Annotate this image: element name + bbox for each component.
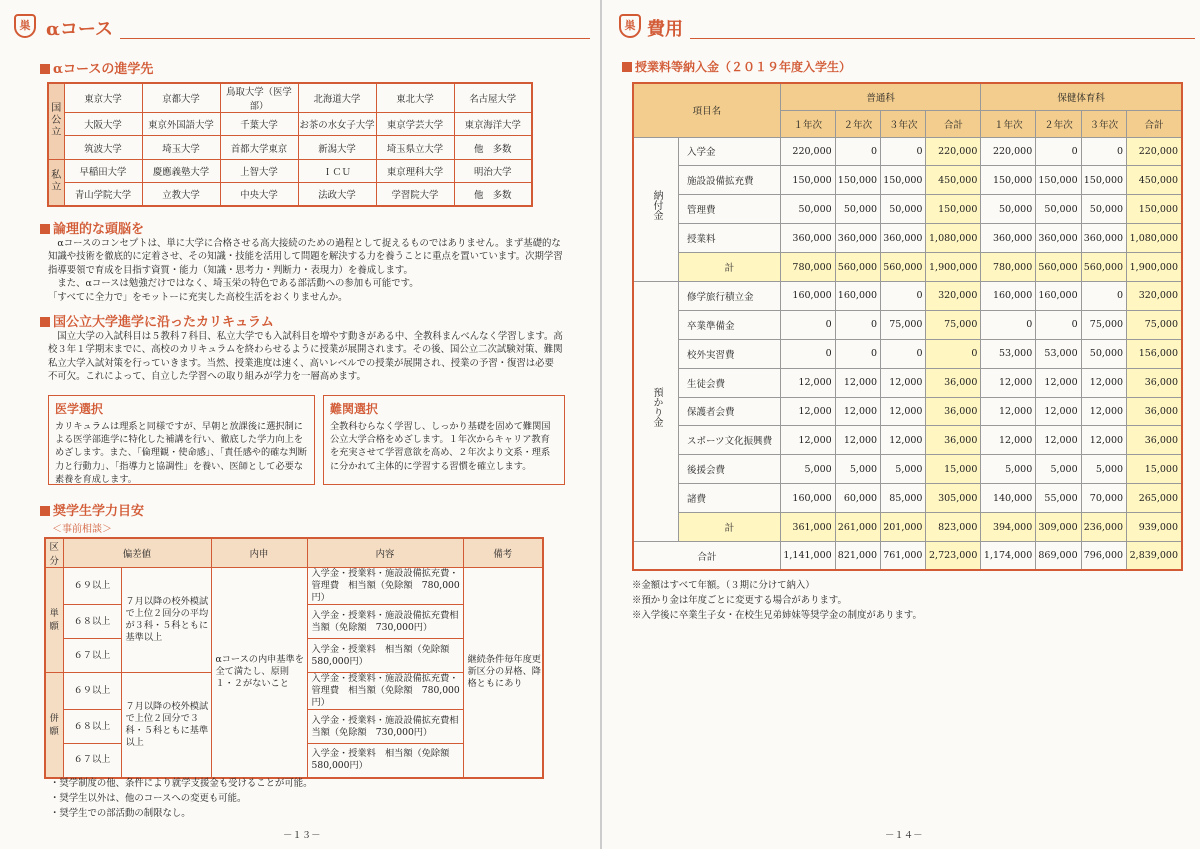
value-cell: 5,000	[835, 455, 880, 484]
value-cell: 150,000	[1127, 195, 1182, 224]
university-cell: 千葉大学	[220, 113, 298, 136]
table-row	[48, 159, 532, 182]
value-cell: 12,000	[835, 426, 880, 455]
value-cell: 50,000	[1036, 195, 1081, 224]
value-cell: 12,000	[1081, 368, 1126, 397]
value-cell: 140,000	[981, 484, 1036, 513]
fee-item-name: 入学金	[679, 137, 781, 166]
value-cell: 12,000	[780, 426, 835, 455]
value-cell: 0	[835, 310, 880, 339]
university-cell: 他 多数	[454, 183, 532, 206]
fee-item-name: 諸費	[679, 484, 781, 513]
value-cell: 150,000	[1036, 166, 1081, 195]
value-cell: 780,000	[780, 253, 835, 282]
column-group-header: 保健体育科	[981, 83, 1182, 110]
table-row	[633, 195, 1182, 224]
value-cell: 823,000	[926, 513, 981, 542]
university-cell: 東京学芸大学	[376, 113, 454, 136]
value-cell: 236,000	[1081, 513, 1126, 542]
value-cell: 320,000	[1127, 281, 1182, 310]
fee-item-name: 授業料	[679, 224, 781, 253]
grand-total-label: 合計	[633, 541, 780, 570]
value-cell: 560,000	[1081, 253, 1126, 282]
value-cell: 12,000	[881, 397, 926, 426]
university-cell: 慶應義塾大学	[142, 159, 220, 182]
section-title-text: 奨学生学力目安	[53, 504, 145, 519]
content-cell: 入学金・授業料・施設設備拡充費・管理費 相当額（免除額 780,000円）	[307, 673, 463, 710]
square-bullet-icon	[40, 224, 50, 234]
value-cell: 560,000	[881, 253, 926, 282]
square-bullet-icon	[40, 506, 50, 516]
university-group-label: 国公立	[48, 83, 64, 159]
section-title-text: αコースの進学先	[53, 62, 154, 77]
value-cell: 50,000	[1081, 339, 1126, 368]
section-title-fees	[622, 58, 851, 75]
note: ※金額はすべて年額。（３期に分けて納入）	[632, 580, 815, 591]
value-cell: 0	[881, 281, 926, 310]
fee-item-name: スポーツ文化振興費	[679, 426, 781, 455]
column-group-header: 普通科	[780, 83, 981, 110]
value-cell: 36,000	[1127, 368, 1182, 397]
page-number: －１４－	[885, 830, 923, 841]
university-cell: 北海道大学	[298, 83, 376, 113]
table-row	[633, 310, 1182, 339]
value-cell: 160,000	[835, 281, 880, 310]
value-cell: 761,000	[881, 541, 926, 570]
value-cell: 150,000	[780, 166, 835, 195]
value-cell: 12,000	[1081, 397, 1126, 426]
value-cell: 50,000	[1081, 195, 1126, 224]
value-cell: 156,000	[1127, 339, 1182, 368]
table-row	[633, 368, 1182, 397]
value-cell: 0	[1036, 137, 1081, 166]
value-cell: 53,000	[1036, 339, 1081, 368]
table-row	[45, 568, 543, 605]
note: ・奨学生での部活動の制限なし。	[50, 808, 191, 819]
column-subheader: ３年次	[1081, 110, 1126, 137]
content-cell: 入学金・授業料 相当額（免除額 580,000円）	[307, 744, 463, 778]
column-header: 区分	[45, 538, 63, 568]
score-cell: ６９以上	[63, 673, 121, 710]
university-cell: 東京外国語大学	[142, 113, 220, 136]
value-cell: 12,000	[981, 426, 1036, 455]
value-cell: 360,000	[835, 224, 880, 253]
table-row	[633, 137, 1182, 166]
university-table	[47, 82, 533, 207]
value-cell: 560,000	[1036, 253, 1081, 282]
value-cell: 12,000	[780, 397, 835, 426]
university-cell: 京都大学	[142, 83, 220, 113]
university-cell: 中央大学	[220, 183, 298, 206]
column-subheader: １年次	[780, 110, 835, 137]
value-cell: 0	[1036, 310, 1081, 339]
value-cell: 36,000	[1127, 397, 1182, 426]
value-cell: 50,000	[835, 195, 880, 224]
column-header: 偏差値	[63, 538, 211, 568]
column-subheader: ２年次	[835, 110, 880, 137]
note: ・奨学制度の他、条件により就学支援金も受けることが可能。	[50, 778, 313, 789]
university-cell: 早稲田大学	[64, 159, 142, 182]
note: ※預かり金は年度ごとに変更する場合があります。	[632, 595, 847, 606]
value-cell: 0	[881, 339, 926, 368]
naishin-cell: αコースの内申基準を全て満たし、原則１・２がないこと	[211, 568, 307, 778]
value-cell: 50,000	[881, 195, 926, 224]
subtotal-label: 計	[679, 513, 781, 542]
value-cell: 394,000	[981, 513, 1036, 542]
right-header	[602, 12, 1200, 42]
table-row	[48, 113, 532, 136]
fee-item-name: 管理費	[679, 195, 781, 224]
university-cell: 上智大学	[220, 159, 298, 182]
value-cell: 1,174,000	[981, 541, 1036, 570]
value-cell: 36,000	[1127, 426, 1182, 455]
score-cell: ６８以上	[63, 605, 121, 639]
section-title-logic	[40, 218, 144, 237]
scholarship-notes	[50, 776, 313, 821]
square-bullet-icon	[40, 64, 50, 74]
fee-item-name: 校外実習費	[679, 339, 781, 368]
university-cell: 鳥取大学（医学部）	[220, 83, 298, 113]
fee-item-name: 後援会費	[679, 455, 781, 484]
section-title-text: 授業料等納入金（２０１９年度入学生）	[635, 60, 852, 74]
table-row	[633, 426, 1182, 455]
university-cell: 明治大学	[454, 159, 532, 182]
paragraph: 国立大学の入試科目は５教科７科目、私立大学でも入試科目を増やす動きがある中、全教科まんべんなく学習します。高校３年１学期末までに、高校のカリキュラムを終わらせるように授業が展開されます。その後、国公立二次試験対策、難関私立大学入試対策を行っていきます。当然、授業進度は速く、高いレベルでの授業が展開され、授業の予習・復習は必要不可欠。これによって、自立した学習への取り組みが学力を一層高めます。	[48, 331, 563, 383]
value-cell: 1,900,000	[1127, 253, 1182, 282]
subtotal-label: 計	[679, 253, 781, 282]
university-cell: 学習院大学	[376, 183, 454, 206]
value-cell: 12,000	[835, 368, 880, 397]
subtotal-row	[633, 513, 1182, 542]
value-cell: 0	[780, 339, 835, 368]
value-cell: 2,723,000	[926, 541, 981, 570]
column-subheader: 合計	[1127, 110, 1182, 137]
school-emblem-icon: 巣	[14, 14, 36, 38]
value-cell: 320,000	[926, 281, 981, 310]
value-cell: 85,000	[881, 484, 926, 513]
value-cell: 261,000	[835, 513, 880, 542]
value-cell: 150,000	[981, 166, 1036, 195]
header-rule	[120, 38, 590, 39]
header-rule	[690, 38, 1195, 39]
value-cell: 55,000	[1036, 484, 1081, 513]
box-title: 難関選択	[330, 402, 379, 416]
box-body: 全教科むらなく学習し、しっかり基礎を固めて難関国公立大学合格をめざします。１年次からキャリア教育を充実させて学習意欲を高め、２年次より文系・理系に分かれて主体的に学習する習慣を確立します。	[330, 421, 551, 472]
value-cell: 796,000	[1081, 541, 1126, 570]
value-cell: 360,000	[1036, 224, 1081, 253]
score-cell: ６８以上	[63, 710, 121, 744]
value-cell: 12,000	[780, 368, 835, 397]
value-cell: 1,080,000	[926, 224, 981, 253]
page-title: 費用	[647, 19, 683, 40]
school-emblem-icon: 巣	[619, 14, 641, 38]
value-cell: 220,000	[926, 137, 981, 166]
value-cell: 780,000	[981, 253, 1036, 282]
table-header-row	[45, 538, 543, 568]
value-cell: 60,000	[835, 484, 880, 513]
value-cell: 75,000	[926, 310, 981, 339]
value-cell: 2,839,000	[1127, 541, 1182, 570]
fee-table	[632, 82, 1183, 571]
column-subheader: ３年次	[881, 110, 926, 137]
fee-notes	[632, 578, 922, 623]
university-cell: 首都大学東京	[220, 136, 298, 159]
box-title: 医学選択	[55, 402, 104, 416]
university-group-label: 私立	[48, 159, 64, 206]
value-cell: 869,000	[1036, 541, 1081, 570]
section-title-text: 論理的な頭脳を	[53, 222, 145, 237]
university-cell: 新潟大学	[298, 136, 376, 159]
value-cell: 360,000	[1081, 224, 1126, 253]
subtotal-row	[633, 253, 1182, 282]
value-cell: 50,000	[780, 195, 835, 224]
score-cell: ６７以上	[63, 639, 121, 673]
value-cell: 12,000	[1036, 426, 1081, 455]
value-cell: 12,000	[1036, 397, 1081, 426]
value-cell: 160,000	[780, 484, 835, 513]
value-cell: 450,000	[1127, 166, 1182, 195]
university-cell: 東京大学	[64, 83, 142, 113]
paragraph: αコースのコンセプトは、単に大学に合格させる高大接続のための過程として捉えるものではありません。まず基礎的な知識や技術を徹底的に定着させ、その知識・技能を活用して問題を解決する力を養うことに重点を置いています。次期学習指導要領で育成を目指す資質・能力（知識・思考力・判断力・表現力）を養成します。	[48, 238, 563, 276]
section-title-curriculum	[40, 311, 274, 330]
university-cell: 筑波大学	[64, 136, 142, 159]
advanced-course-box	[323, 395, 565, 485]
box-body: カリキュラムは理系と同様ですが、早朝と放課後に選択制による医学部進学に特化した補講を行い、徹底した学力向上をめざします。また、「倫理観・使命感」、「責任感や的確な判断力と行動力」、「指導力と協調性」を養い、医師として必要な素養を育成します。	[55, 421, 307, 485]
note: ※入学後に卒業生子女・在校生兄弟姉妹等奨学金の制度があります。	[632, 610, 922, 621]
paragraph: 「すべてに全力で」をモットーに充実した高校生活をおくりませんか。	[48, 291, 348, 303]
value-cell: 15,000	[926, 455, 981, 484]
section-title-scholarship	[40, 500, 144, 519]
scholarship-group-label: 単願	[45, 568, 63, 673]
column-header: 内容	[307, 538, 463, 568]
table-row	[633, 224, 1182, 253]
value-cell: 201,000	[881, 513, 926, 542]
fee-item-name: 生徒会費	[679, 368, 781, 397]
value-cell: 53,000	[981, 339, 1036, 368]
value-cell: 0	[881, 137, 926, 166]
value-cell: 12,000	[1081, 426, 1126, 455]
value-cell: 12,000	[1036, 368, 1081, 397]
table-row	[633, 281, 1182, 310]
content-cell: 入学金・授業料・施設設備拡充費相当額（免除額 730,000円）	[307, 710, 463, 744]
section-title-destinations	[40, 58, 153, 77]
fee-item-name: 卒業準備金	[679, 310, 781, 339]
square-bullet-icon	[622, 62, 632, 72]
value-cell: 12,000	[881, 368, 926, 397]
value-cell: 0	[926, 339, 981, 368]
fee-group-label	[633, 137, 679, 281]
university-cell: 埼玉県立大学	[376, 136, 454, 159]
value-cell: 36,000	[926, 426, 981, 455]
value-cell: 360,000	[881, 224, 926, 253]
score-cell: ６９以上	[63, 568, 121, 605]
table-row	[633, 455, 1182, 484]
score-cell: ６７以上	[63, 744, 121, 778]
university-cell: 法政大学	[298, 183, 376, 206]
value-cell: 0	[780, 310, 835, 339]
value-cell: 12,000	[981, 397, 1036, 426]
value-cell: 150,000	[881, 166, 926, 195]
remarks-cell: 継続条件毎年度更新区分の昇格、降格ともにあり	[463, 568, 543, 778]
value-cell: 1,080,000	[1127, 224, 1182, 253]
note: ・奨学生以外は、他のコースへの変更も可能。	[50, 793, 247, 804]
value-cell: 150,000	[926, 195, 981, 224]
column-header: 備考	[463, 538, 543, 568]
value-cell: 0	[1081, 137, 1126, 166]
university-cell: 青山学院大学	[64, 183, 142, 206]
value-cell: 5,000	[780, 455, 835, 484]
fee-group-label-text: 預かり金	[651, 386, 662, 427]
fee-item-name: 修学旅行積立金	[679, 281, 781, 310]
page-title: αコース	[46, 19, 113, 40]
column-header: 内申	[211, 538, 307, 568]
table-row	[633, 166, 1182, 195]
value-cell: 36,000	[926, 368, 981, 397]
value-cell: 12,000	[981, 368, 1036, 397]
fee-item-name: 施設設備拡充費	[679, 166, 781, 195]
value-cell: 5,000	[1036, 455, 1081, 484]
table-row	[633, 484, 1182, 513]
curriculum-paragraph	[48, 330, 563, 384]
value-cell: 220,000	[981, 137, 1036, 166]
fee-item-name: 保護者会費	[679, 397, 781, 426]
content-cell: 入学金・授業料 相当額（免除額 580,000円）	[307, 639, 463, 673]
table-header-row	[633, 83, 1182, 110]
grand-total-row	[633, 541, 1182, 570]
table-row	[48, 183, 532, 206]
value-cell: 0	[835, 339, 880, 368]
condition-cell: ７月以降の校外模試で上位２回分の平均が３科・５科ともに基準以上	[121, 568, 211, 673]
square-bullet-icon	[40, 317, 50, 327]
column-subheader: 合計	[926, 110, 981, 137]
university-cell: 大阪大学	[64, 113, 142, 136]
value-cell: 939,000	[1127, 513, 1182, 542]
paragraph: また、αコースは勉強だけではなく、埼玉栄の特色である部活動への参加も可能です。	[57, 278, 419, 290]
value-cell: 1,141,000	[780, 541, 835, 570]
value-cell: 360,000	[981, 224, 1036, 253]
university-cell: 東京海洋大学	[454, 113, 532, 136]
value-cell: 450,000	[926, 166, 981, 195]
value-cell: 220,000	[780, 137, 835, 166]
table-row	[48, 136, 532, 159]
value-cell: 12,000	[835, 397, 880, 426]
value-cell: 50,000	[981, 195, 1036, 224]
value-cell: 0	[981, 310, 1036, 339]
table-row	[633, 397, 1182, 426]
table-row	[633, 339, 1182, 368]
left-header	[0, 12, 600, 42]
value-cell: 75,000	[881, 310, 926, 339]
university-cell: 立教大学	[142, 183, 220, 206]
value-cell: 361,000	[780, 513, 835, 542]
value-cell: 309,000	[1036, 513, 1081, 542]
value-cell: 160,000	[780, 281, 835, 310]
section-title-text: 国公立大学進学に沿ったカリキュラム	[53, 315, 274, 330]
university-cell: 東北大学	[376, 83, 454, 113]
value-cell: 5,000	[881, 455, 926, 484]
value-cell: 36,000	[926, 397, 981, 426]
value-cell: 305,000	[926, 484, 981, 513]
content-cell: 入学金・授業料・施設設備拡充費・管理費 相当額（免除額 780,000円）	[307, 568, 463, 605]
table-row	[48, 83, 532, 113]
scholarship-table	[44, 537, 544, 779]
value-cell: 70,000	[1081, 484, 1126, 513]
value-cell: 150,000	[1081, 166, 1126, 195]
value-cell: 160,000	[1036, 281, 1081, 310]
page-number: －１３－	[283, 830, 321, 841]
scholarship-group-label: 併願	[45, 673, 63, 778]
university-cell: 名古屋大学	[454, 83, 532, 113]
university-cell: 東京理科大学	[376, 159, 454, 182]
value-cell: 15,000	[1127, 455, 1182, 484]
university-cell: 埼玉大学	[142, 136, 220, 159]
logic-paragraph	[48, 237, 563, 304]
value-cell: 5,000	[981, 455, 1036, 484]
university-cell: 他 多数	[454, 136, 532, 159]
university-cell: お茶の水女子大学	[298, 113, 376, 136]
fee-group-label-text: 納付金	[651, 189, 662, 220]
value-cell: 0	[835, 137, 880, 166]
value-cell: 5,000	[1081, 455, 1126, 484]
value-cell: 75,000	[1127, 310, 1182, 339]
value-cell: 220,000	[1127, 137, 1182, 166]
university-cell: ＩＣＵ	[298, 159, 376, 182]
value-cell: 560,000	[835, 253, 880, 282]
value-cell: 360,000	[780, 224, 835, 253]
value-cell: 0	[1081, 281, 1126, 310]
value-cell: 1,900,000	[926, 253, 981, 282]
fee-group-label	[633, 281, 679, 541]
value-cell: 12,000	[881, 426, 926, 455]
value-cell: 821,000	[835, 541, 880, 570]
medical-course-box	[48, 395, 315, 485]
value-cell: 75,000	[1081, 310, 1126, 339]
column-subheader: １年次	[981, 110, 1036, 137]
value-cell: 160,000	[981, 281, 1036, 310]
value-cell: 265,000	[1127, 484, 1182, 513]
value-cell: 150,000	[835, 166, 880, 195]
condition-cell: ７月以降の校外模試で上位２回分で３科・５科ともに基準以上	[121, 673, 211, 778]
prior-consultation-label: ＜事前相談＞	[52, 524, 112, 535]
content-cell: 入学金・授業料・施設設備拡充費相当額（免除額 730,000円）	[307, 605, 463, 639]
column-header-item: 項目名	[633, 83, 780, 137]
column-subheader: ２年次	[1036, 110, 1081, 137]
